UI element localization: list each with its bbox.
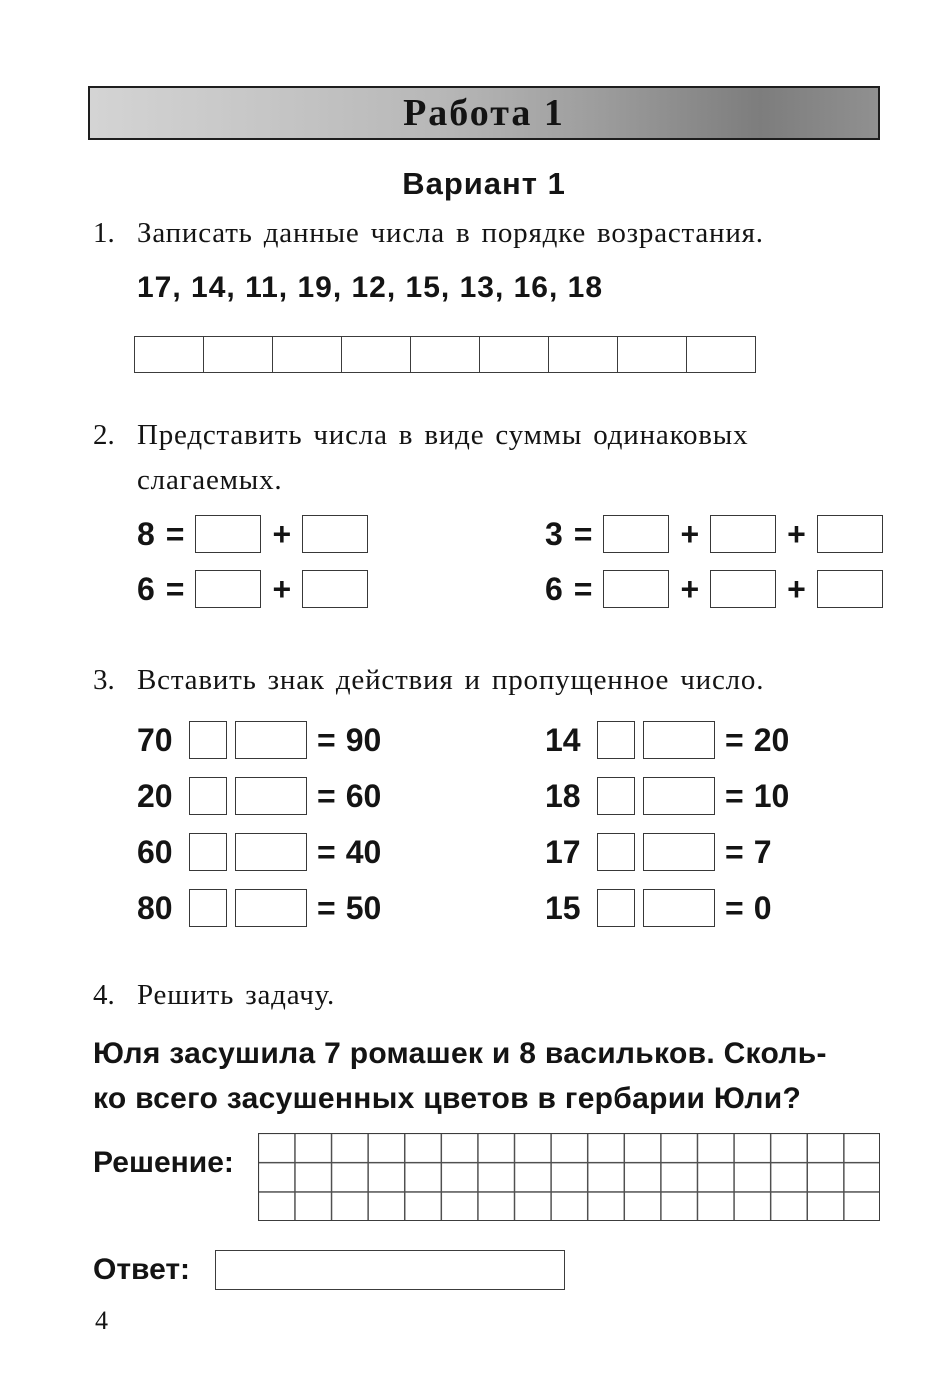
task3-heading [93,658,764,703]
row-rhs: 60 [345,777,382,814]
sequence-cell [617,336,688,373]
solution-label: Решение: [93,1146,234,1179]
equals-sign: = [725,889,744,926]
missing-number-box [235,777,307,815]
task4-instruction: Решить задачу. [137,979,336,1011]
addend-box [302,570,368,608]
plus-sign: + [787,515,806,552]
operator-sign-box [189,889,227,927]
equals-sign: = [573,515,593,552]
sequence-cell [410,336,481,373]
task3-row [137,889,381,927]
task2-instruction-line2: слагаемых. [137,464,283,496]
missing-number-box [235,833,307,871]
missing-number-box [643,777,715,815]
equals-sign: = [573,570,593,607]
sequence-cell [686,336,757,373]
operator-sign-box [189,833,227,871]
row-lhs: 80 [137,889,173,926]
row-rhs: 50 [345,889,382,926]
plus-sign: + [680,570,700,607]
row-lhs: 15 [545,889,581,926]
row-lhs: 17 [545,833,581,870]
task3-row [545,833,789,871]
operator-sign-box [597,777,635,815]
sequence-cell [203,336,274,373]
task4-heading [93,973,335,1018]
addend-box [710,515,776,553]
equals-sign: = [317,777,336,814]
addend-box [195,515,261,553]
task2-heading [93,413,748,503]
row-rhs: 20 [753,721,790,758]
row-lhs: 14 [545,721,581,758]
row-rhs: 0 [753,889,772,926]
equals-sign: = [165,570,185,607]
equals-sign: = [725,833,744,870]
missing-number-box [235,889,307,927]
sequence-cell [548,336,619,373]
addend-box [817,515,883,553]
missing-number-box [235,721,307,759]
addend-box [603,515,669,553]
page-number: 4 [95,1306,108,1335]
task3-row [545,777,789,815]
task1-heading [93,211,764,256]
task3-row [545,721,789,759]
operator-sign-box [189,777,227,815]
equals-sign: = [317,833,336,870]
operator-sign-box [597,833,635,871]
equals-sign: = [165,515,185,552]
row-rhs: 40 [345,833,382,870]
task4-problem-text [93,1031,827,1121]
addend-box [302,515,368,553]
task2-instruction-line1: Представить числа в виде суммы одинаковых [137,419,749,451]
row-rhs: 90 [345,721,382,758]
task3-number: 3. [93,664,115,696]
task3-right-column [545,721,789,945]
row-rhs: 7 [753,833,772,870]
row-lhs: 20 [137,777,173,814]
task3-row [137,721,381,759]
answer-box [215,1250,565,1290]
missing-number-box [643,721,715,759]
row-rhs: 10 [753,777,790,814]
solution-grid [258,1133,880,1221]
task2-equation-left-1 [137,514,368,554]
addend-box [710,570,776,608]
row-lhs: 60 [137,833,173,870]
task1-instruction: Записать данные числа в порядке возрастания. [137,217,764,249]
equation-lhs: 6 [545,570,563,607]
work-title-banner [88,86,880,140]
row-lhs: 18 [545,777,581,814]
task4-number: 4. [93,979,115,1011]
equals-sign: = [317,721,336,758]
equation-lhs: 3 [545,515,563,552]
addend-box [603,570,669,608]
task2-equation-right-1 [545,514,883,554]
task1-numbers: 17, 14, 11, 19, 12, 15, 13, 16, 18 [137,271,604,304]
work-title: Работа 1 [403,92,565,134]
addend-box [817,570,883,608]
operator-sign-box [189,721,227,759]
variant-heading: Вариант 1 [402,166,566,201]
missing-number-box [643,833,715,871]
sequence-cell [272,336,343,373]
answer-label: Ответ: [93,1253,191,1286]
problem-line1: Юля засушила 7 ромашек и 8 васильков. Сколь- [93,1037,827,1070]
plus-sign: + [787,570,806,607]
plus-sign: + [680,515,700,552]
task3-instruction: Вставить знак действия и пропущенное число. [137,664,765,696]
task2-number: 2. [93,419,115,451]
equals-sign: = [725,721,744,758]
task3-row [545,889,789,927]
equals-sign: = [317,889,336,926]
sequence-cell [134,336,205,373]
row-lhs: 70 [137,721,173,758]
task2-equation-left-2 [137,569,368,609]
operator-sign-box [597,889,635,927]
task2-instruction [137,413,748,503]
missing-number-box [643,889,715,927]
problem-line2: ко всего засушенных цветов в гербарии Юли? [93,1082,802,1115]
task3-left-column [137,721,381,945]
task1-number: 1. [93,217,115,249]
equation-lhs: 6 [137,570,155,607]
plus-sign: + [272,570,292,607]
equals-sign: = [725,777,744,814]
sequence-cell [341,336,412,373]
addend-box [195,570,261,608]
task2-equation-right-2 [545,569,883,609]
task3-row [137,833,381,871]
equation-lhs: 8 [137,515,155,552]
operator-sign-box [597,721,635,759]
plus-sign: + [272,515,292,552]
sequence-cell [479,336,550,373]
task1-answer-cells [134,336,756,373]
task3-row [137,777,381,815]
